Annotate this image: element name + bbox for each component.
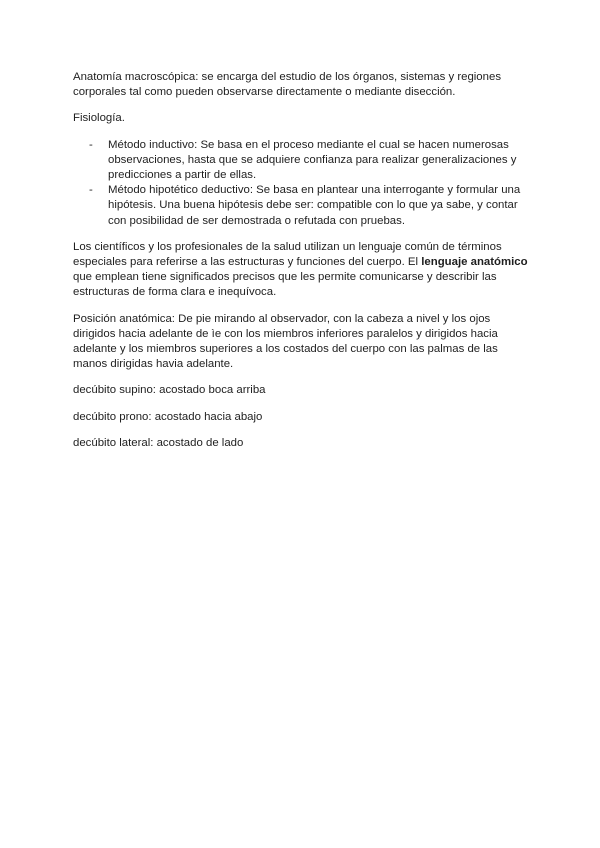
paragraph-lenguaje-anatomico <box>73 240 528 301</box>
paragraph-decubito-lateral: decúbito lateral: acostado de lado <box>73 436 244 449</box>
list-marker: - <box>89 184 93 197</box>
paragraph-fisiologia: Fisiología. <box>73 112 125 125</box>
list-item <box>73 183 528 229</box>
paragraph-decubito-supino: decúbito supino: acostado boca arriba <box>73 384 266 397</box>
text-run: Los científicos y los profesionales de la salud utilizan un lenguaje común de términos especiales para referirse a las estructuras y funciones del cuerpo. El <box>73 240 502 269</box>
bold-term: lenguaje anatómico <box>421 256 528 269</box>
paragraph-posicion-anatomica: Posición anatómica: De pie mirando al observador, con la cabeza a nivel y los ojos dirigidos hacia adelante de ìe con los miembros inferiores paralelos y dirigidos hacia adelante y los miembros superiores a los costados del cuerpo con las palmas de las manos dirigidas havia adelante. <box>73 312 498 371</box>
list-item <box>73 138 528 184</box>
methods-list <box>73 138 528 229</box>
paragraph-decubito-prono: decúbito prono: acostado hacia abajo <box>73 410 263 423</box>
text-run: que emplean tiene significados precisos que les permite comunicarse y describir las estructuras de forma clara e inequívoca. <box>73 271 497 299</box>
list-item-text: Método hipotético deductivo: Se basa en plantear una interrogante y formular una hipótesis. Una buena hipótesis debe ser: compatible con lo que ya sabe, y contar con posibilidad de ser demostrada o refutada con pruebas. <box>108 184 521 227</box>
list-item-text: Método inductivo: Se basa en el proceso mediante el cual se hacen numerosas observaciones, hasta que se adquiere confianza para realizar generalizaciones y predicciones a partir de ellas. <box>108 138 517 182</box>
paragraph-anatomia-macroscopica: Anatomía macroscópica: se encarga del estudio de los órganos, sistemas y regiones corporales tal como pueden observarse directamente o mediante disección. <box>73 71 502 99</box>
list-marker: - <box>89 138 93 151</box>
